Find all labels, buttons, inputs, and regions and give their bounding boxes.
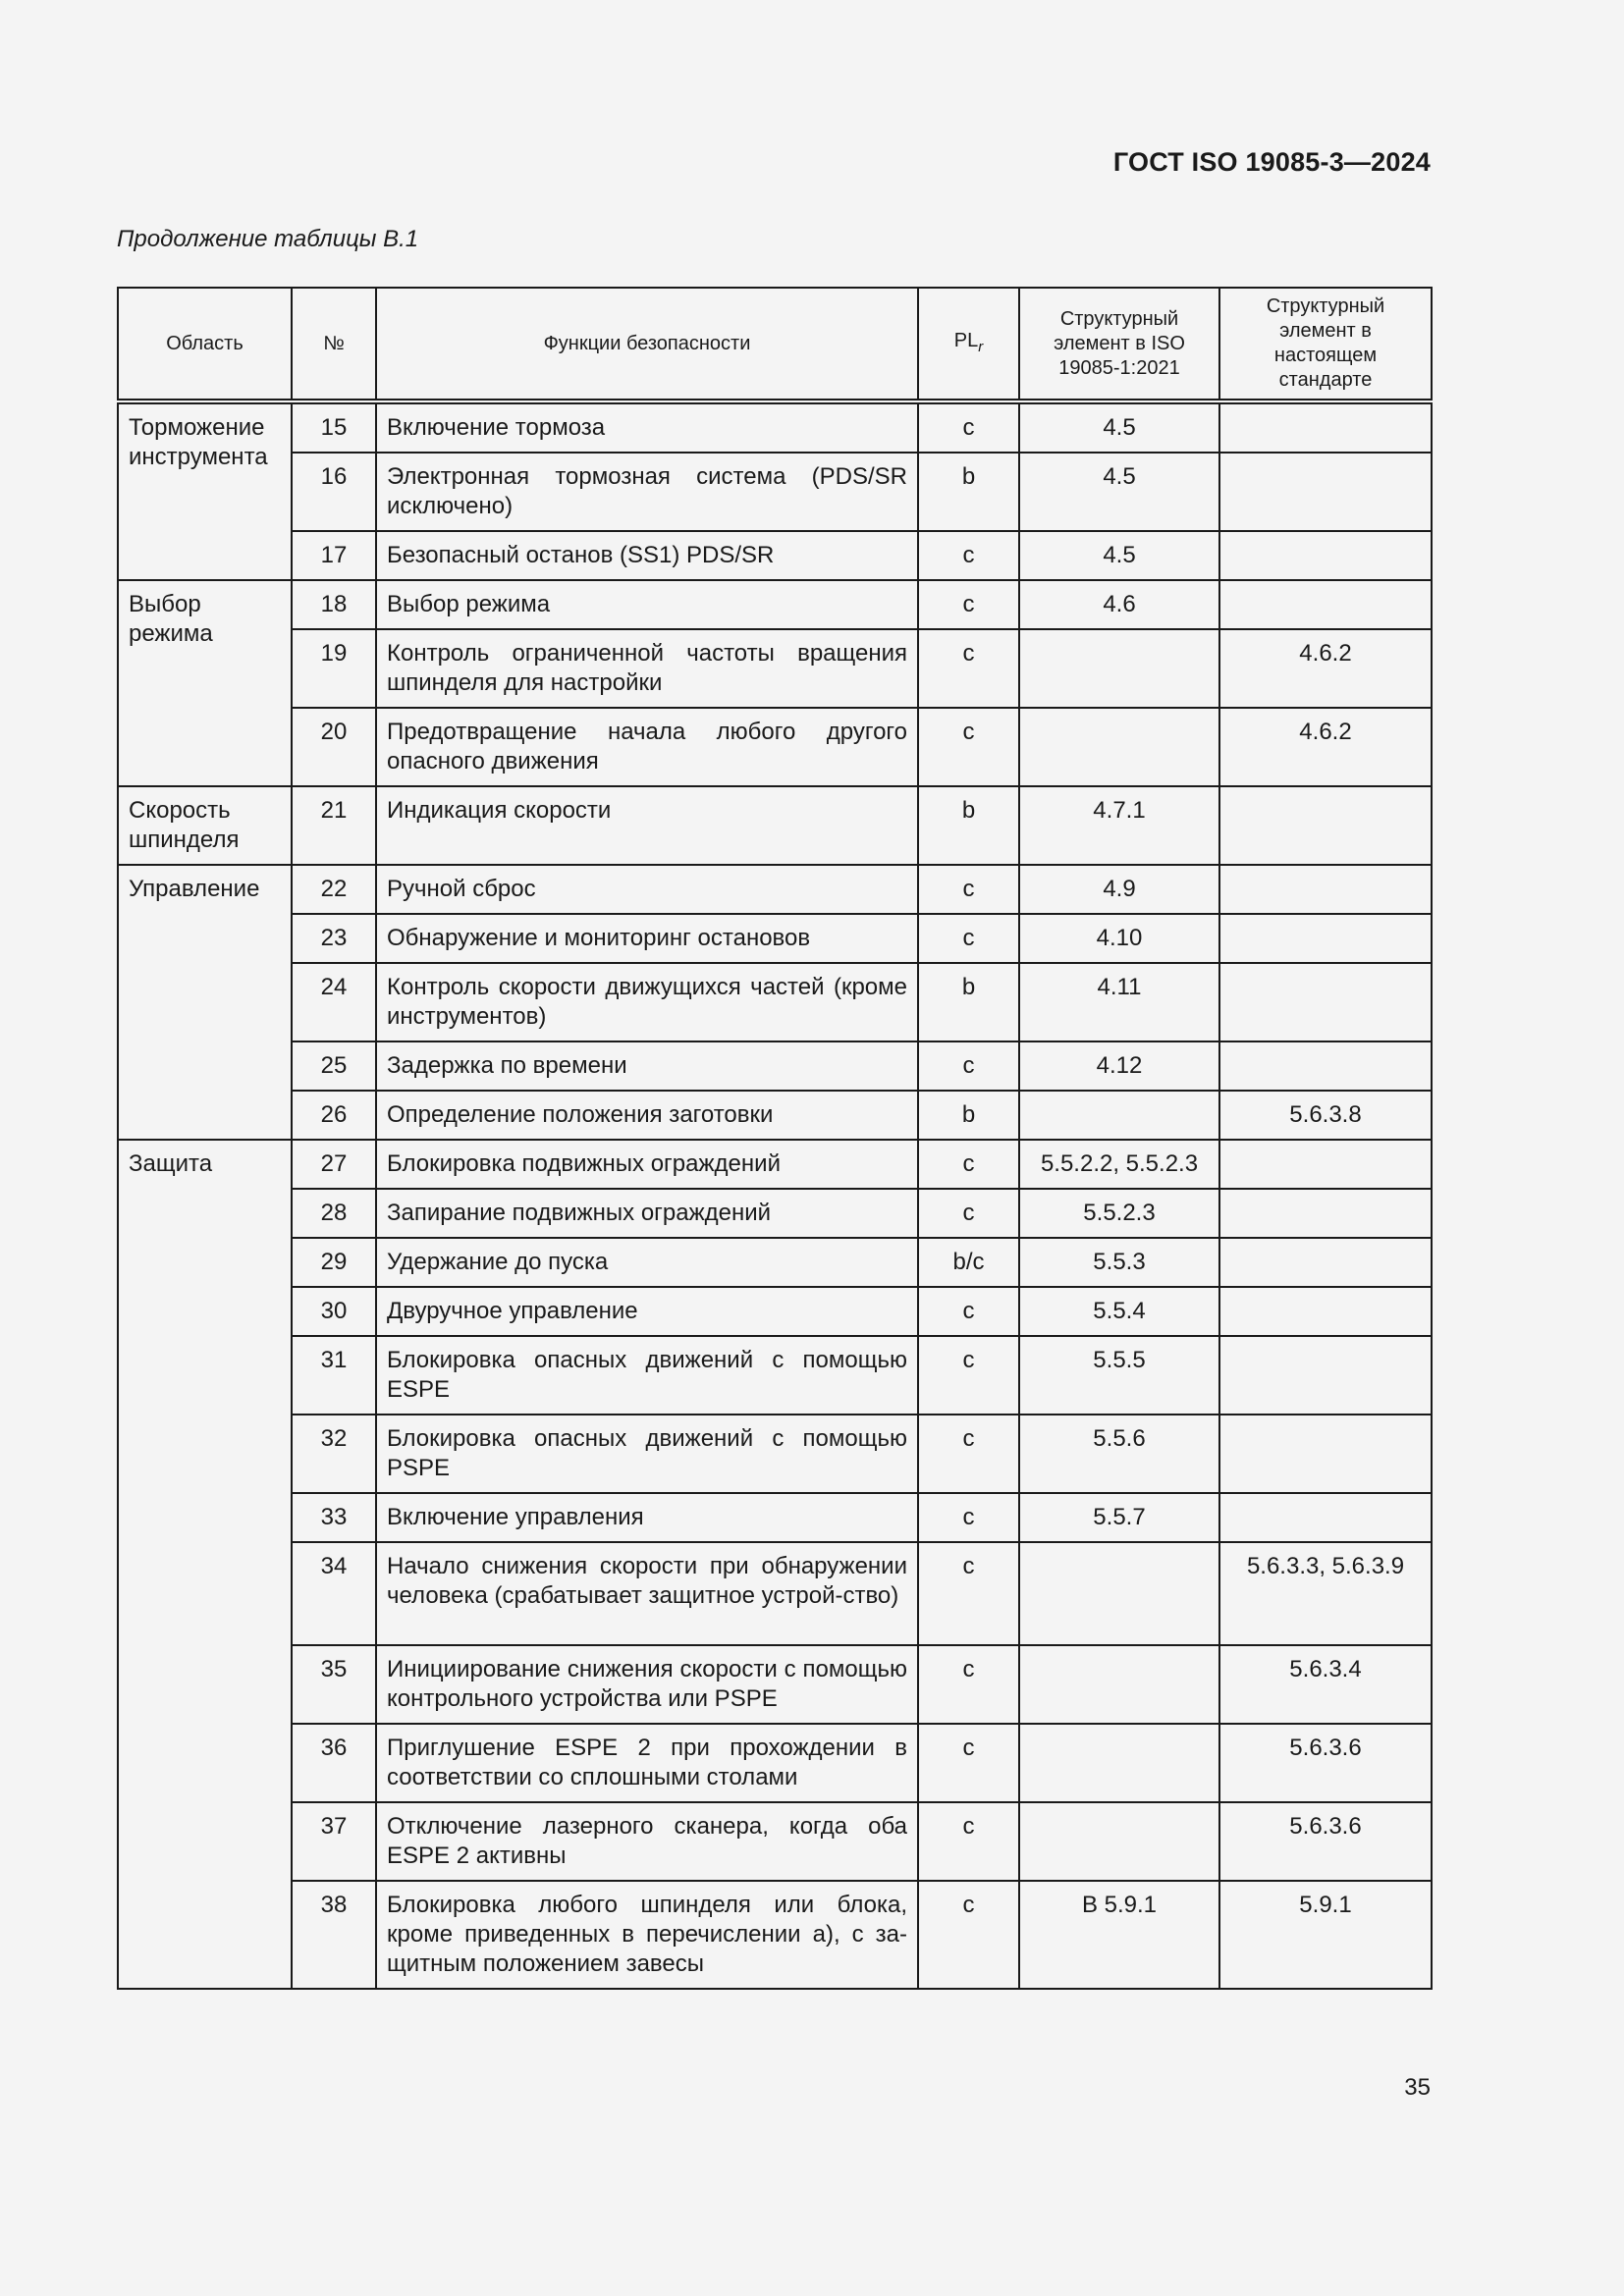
function-cell: Контроль ограниченной частоты вращения шпинделя для настройки [376, 629, 918, 708]
table-row [118, 708, 1432, 786]
num-cell: 32 [292, 1415, 376, 1493]
header-num: № [292, 288, 376, 401]
pl-cell: c [918, 1881, 1019, 1989]
pl-cell: c [918, 1189, 1019, 1238]
page-number: 35 [1404, 2074, 1431, 2101]
ref-iso-cell [1019, 1091, 1219, 1140]
table-row [118, 865, 1432, 914]
ref-this-cell: 5.6.3.3, 5.6.3.9 [1219, 1542, 1432, 1645]
num-cell: 35 [292, 1645, 376, 1724]
ref-this-cell [1219, 531, 1432, 580]
num-cell: 23 [292, 914, 376, 963]
ref-this-cell [1219, 580, 1432, 629]
pl-cell: c [918, 708, 1019, 786]
document-code: ГОСТ ISO 19085-3—2024 [1112, 147, 1431, 177]
function-cell: Блокировка опасных движений с помощью ESPE [376, 1336, 918, 1415]
function-cell: Запирание подвижных ограждений [376, 1189, 918, 1238]
ref-this-cell [1219, 453, 1432, 531]
function-cell: Индикация скорости [376, 786, 918, 865]
table-row [118, 1542, 1432, 1645]
num-cell: 37 [292, 1802, 376, 1881]
header-ref-iso: Структурный элемент в ISO 19085-1:2021 [1019, 288, 1219, 401]
ref-this-cell [1219, 914, 1432, 963]
header-pl-main: PL [953, 329, 979, 351]
table-row [118, 1881, 1432, 1989]
table-row [118, 629, 1432, 708]
ref-this-cell [1219, 1415, 1432, 1493]
ref-iso-cell: 4.7.1 [1019, 786, 1219, 865]
table-row [118, 453, 1432, 531]
table-row [118, 1287, 1432, 1336]
num-cell: 38 [292, 1881, 376, 1989]
table-row [118, 531, 1432, 580]
ref-this-cell [1219, 865, 1432, 914]
ref-this-cell: 5.6.3.4 [1219, 1645, 1432, 1724]
function-cell: Ручной сброс [376, 865, 918, 914]
pl-cell: b [918, 786, 1019, 865]
pl-cell: c [918, 1140, 1019, 1189]
ref-this-cell: 5.6.3.6 [1219, 1802, 1432, 1881]
function-cell: Определение положения заготовки [376, 1091, 918, 1140]
num-cell: 17 [292, 531, 376, 580]
ref-this-cell [1219, 1140, 1432, 1189]
function-cell: Удержание до пуска [376, 1238, 918, 1287]
function-cell: Инициирование снижения скорости с помощью контрольного устройства или PSPE [376, 1645, 918, 1724]
pl-cell: c [918, 1041, 1019, 1091]
area-cell: Выбор режима [118, 580, 292, 786]
header-function: Функции безопасности [376, 288, 918, 401]
pl-cell: c [918, 1802, 1019, 1881]
num-cell: 27 [292, 1140, 376, 1189]
ref-this-cell [1219, 963, 1432, 1041]
ref-iso-cell [1019, 708, 1219, 786]
table-row [118, 1091, 1432, 1140]
header-area: Область [118, 288, 292, 401]
table-header [118, 288, 1432, 401]
pl-cell: c [918, 1336, 1019, 1415]
function-cell: Блокировка опасных движений с помощью PSPE [376, 1415, 918, 1493]
ref-iso-cell: 5.5.4 [1019, 1287, 1219, 1336]
table-row [118, 1802, 1432, 1881]
ref-iso-cell: 4.12 [1019, 1041, 1219, 1091]
pl-cell: c [918, 1542, 1019, 1645]
function-cell: Обнаружение и мониторинг остановов [376, 914, 918, 963]
num-cell: 36 [292, 1724, 376, 1802]
ref-iso-cell: 5.5.3 [1019, 1238, 1219, 1287]
ref-this-cell: 5.6.3.8 [1219, 1091, 1432, 1140]
function-cell: Безопасный останов (SS1) PDS/SR [376, 531, 918, 580]
table-row [118, 786, 1432, 865]
ref-iso-cell: 5.5.7 [1019, 1493, 1219, 1542]
header-pl [918, 288, 1019, 401]
ref-iso-cell [1019, 1802, 1219, 1881]
num-cell: 16 [292, 453, 376, 531]
area-cell: Управление [118, 865, 292, 1140]
function-cell: Электронная тормозная система (PDS/SR исключено) [376, 453, 918, 531]
ref-iso-cell: В 5.9.1 [1019, 1881, 1219, 1989]
num-cell: 26 [292, 1091, 376, 1140]
area-cell: Скорость шпинделя [118, 786, 292, 865]
safety-functions-table [117, 287, 1433, 1990]
num-cell: 33 [292, 1493, 376, 1542]
ref-iso-cell [1019, 1724, 1219, 1802]
num-cell: 25 [292, 1041, 376, 1091]
function-cell: Предотвращение начала любого другого опасного движения [376, 708, 918, 786]
num-cell: 21 [292, 786, 376, 865]
num-cell: 22 [292, 865, 376, 914]
function-cell: Начало снижения скорости при обнаружении человека (срабатывает защитное устрой-ство) [376, 1542, 918, 1645]
num-cell: 30 [292, 1287, 376, 1336]
header-row [118, 288, 1432, 401]
ref-this-cell: 5.6.3.6 [1219, 1724, 1432, 1802]
table-row [118, 1189, 1432, 1238]
ref-this-cell [1219, 1493, 1432, 1542]
area-cell: Торможение инструмента [118, 401, 292, 580]
table-row [118, 914, 1432, 963]
ref-this-cell [1219, 401, 1432, 453]
header-ref-this: Структурный элемент в настоящем стандарте [1219, 288, 1432, 401]
table-row [118, 1336, 1432, 1415]
ref-this-cell: 4.6.2 [1219, 629, 1432, 708]
pl-cell: c [918, 1287, 1019, 1336]
table-row [118, 580, 1432, 629]
num-cell: 15 [292, 401, 376, 453]
table-row [118, 1238, 1432, 1287]
function-cell: Блокировка любого шпинделя или блока, кроме приведенных в перечислении а), с за-щитным положением завесы [376, 1881, 918, 1989]
function-cell: Двуручное управление [376, 1287, 918, 1336]
table-row [118, 1041, 1432, 1091]
ref-iso-cell: 4.5 [1019, 531, 1219, 580]
ref-iso-cell: 4.9 [1019, 865, 1219, 914]
table-row [118, 401, 1432, 453]
table-row [118, 1645, 1432, 1724]
ref-iso-cell: 5.5.5 [1019, 1336, 1219, 1415]
pl-cell: c [918, 1493, 1019, 1542]
function-cell: Блокировка подвижных ограждений [376, 1140, 918, 1189]
num-cell: 31 [292, 1336, 376, 1415]
function-cell: Включение управления [376, 1493, 918, 1542]
function-cell: Контроль скорости движущихся частей (кроме инструментов) [376, 963, 918, 1041]
ref-iso-cell: 5.5.6 [1019, 1415, 1219, 1493]
num-cell: 18 [292, 580, 376, 629]
area-cell: Защита [118, 1140, 292, 1989]
pl-cell: b [918, 453, 1019, 531]
ref-this-cell [1219, 1041, 1432, 1091]
pl-cell: b [918, 1091, 1019, 1140]
ref-this-cell: 4.6.2 [1219, 708, 1432, 786]
pl-cell: b/c [918, 1238, 1019, 1287]
num-cell: 28 [292, 1189, 376, 1238]
function-cell: Отключение лазерного сканера, когда оба ESPE 2 активны [376, 1802, 918, 1881]
num-cell: 19 [292, 629, 376, 708]
header-pl-sub: r [978, 338, 984, 355]
ref-iso-cell [1019, 1645, 1219, 1724]
ref-iso-cell: 4.11 [1019, 963, 1219, 1041]
ref-iso-cell: 4.10 [1019, 914, 1219, 963]
function-cell: Приглушение ESPE 2 при прохождении в соответствии со сплошными столами [376, 1724, 918, 1802]
pl-cell: b [918, 963, 1019, 1041]
function-cell: Включение тормоза [376, 401, 918, 453]
pl-cell: c [918, 1415, 1019, 1493]
ref-iso-cell: 4.5 [1019, 401, 1219, 453]
num-cell: 24 [292, 963, 376, 1041]
function-cell: Задержка по времени [376, 1041, 918, 1091]
table-row [118, 1724, 1432, 1802]
ref-this-cell: 5.9.1 [1219, 1881, 1432, 1989]
pl-cell: c [918, 914, 1019, 963]
table-row [118, 1140, 1432, 1189]
ref-iso-cell: 5.5.2.2, 5.5.2.3 [1019, 1140, 1219, 1189]
ref-this-cell [1219, 786, 1432, 865]
ref-iso-cell: 4.6 [1019, 580, 1219, 629]
table-body [118, 401, 1432, 1989]
ref-iso-cell [1019, 1542, 1219, 1645]
function-cell: Выбор режима [376, 580, 918, 629]
pl-cell: c [918, 865, 1019, 914]
ref-iso-cell: 5.5.2.3 [1019, 1189, 1219, 1238]
pl-cell: c [918, 580, 1019, 629]
pl-cell: c [918, 1645, 1019, 1724]
ref-this-cell [1219, 1238, 1432, 1287]
ref-this-cell [1219, 1189, 1432, 1238]
ref-iso-cell [1019, 629, 1219, 708]
pl-cell: c [918, 629, 1019, 708]
table-row [118, 1415, 1432, 1493]
pl-cell: c [918, 401, 1019, 453]
num-cell: 34 [292, 1542, 376, 1645]
table-row [118, 963, 1432, 1041]
table-caption: Продолжение таблицы В.1 [117, 226, 419, 252]
num-cell: 29 [292, 1238, 376, 1287]
ref-iso-cell: 4.5 [1019, 453, 1219, 531]
num-cell: 20 [292, 708, 376, 786]
ref-this-cell [1219, 1336, 1432, 1415]
pl-cell: c [918, 531, 1019, 580]
table-row [118, 1493, 1432, 1542]
pl-cell: c [918, 1724, 1019, 1802]
ref-this-cell [1219, 1287, 1432, 1336]
